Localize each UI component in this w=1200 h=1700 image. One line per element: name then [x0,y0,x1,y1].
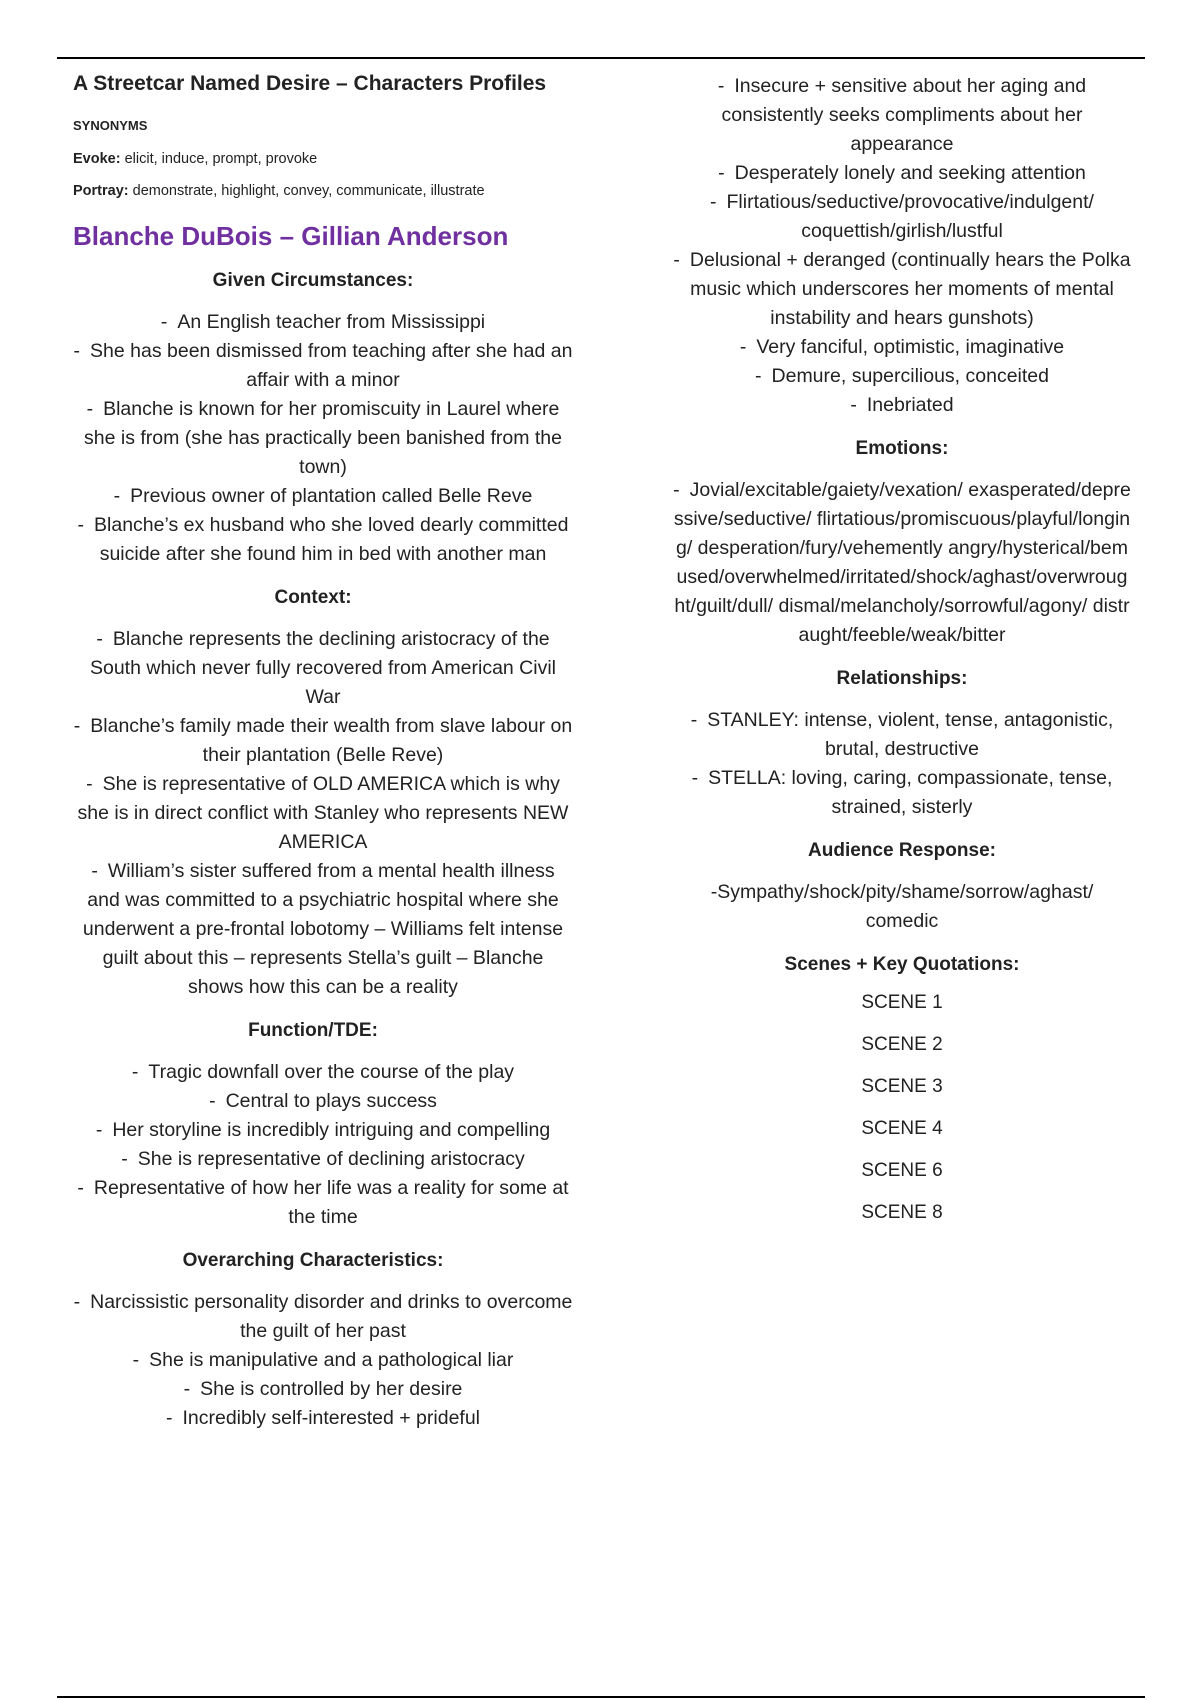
list-item: - An English teacher from Mississippi [73,308,573,337]
evoke-text: elicit, induce, prompt, provoke [120,151,318,167]
synonyms-heading: SYNONYMS [73,118,148,133]
left-column [73,72,573,1433]
list-item: - Incredibly self-interested + prideful [73,1404,573,1433]
list-item: - Representative of how her life was a reality for some at the time [73,1174,573,1232]
scenes-heading: Scenes + Key Quotations: [784,954,1020,975]
top-rule [57,57,1145,59]
list-item: - Delusional + deranged (continually hears the Polka music which underscores her moments of mental instability and hears gunshots) [672,246,1132,333]
list-item: - Blanche’s ex husband who she loved dearly committed suicide after she found him in bed with another man [73,511,573,569]
list-item: - She has been dismissed from teaching after she had an affair with a minor [73,337,573,395]
audience-response-heading: Audience Response: [808,840,996,861]
list-item: - Demure, supercilious, conceited [672,362,1132,391]
given-circumstances-heading: Given Circumstances: [212,270,414,291]
relationships-heading: Relationships: [836,668,968,689]
scene-label: SCENE 6 [861,1160,943,1181]
scene-label: SCENE 8 [861,1202,943,1223]
list-item: - Her storyline is incredibly intriguing and compelling [73,1116,573,1145]
emotions-heading: Emotions: [855,438,949,459]
list-item: - She is representative of OLD AMERICA which is why she is in direct conflict with Stanley who represents NEW AMERICA [73,770,573,857]
list-item: - Very fanciful, optimistic, imaginative [672,333,1132,362]
characteristics-list [73,1288,573,1433]
list-item: - Previous owner of plantation called Belle Reve [73,482,573,511]
scene-label: SCENE 4 [861,1118,943,1139]
scene-label: SCENE 1 [861,992,943,1013]
characteristics-continued-list [672,72,1132,420]
given-circumstances-list [73,308,573,569]
list-item: - She is controlled by her desire [73,1375,573,1404]
list-item: - Narcissistic personality disorder and drinks to overcome the guilt of her past [73,1288,573,1346]
right-column [672,72,1132,1244]
list-item: - She is representative of declining aristocracy [73,1145,573,1174]
document-title: A Streetcar Named Desire – Characters Profiles [73,72,547,95]
list-item: - Jovial/excitable/gaiety/vexation/ exasperated/depressive/seductive/ flirtatious/promiscuous/playful/longing/ desperation/fury/vehemently angry/hysterical/bemused/overwhelmed/irritated/shock/aghast/overwrought/guilt/dull/ dismal/melancholy/sorrowful/agony/ distraught/feeble/weak/bitter [672,476,1132,650]
list-item: - Blanche is known for her promiscuity in Laurel where she is from (she has practically been banished from the town) [73,395,573,482]
function-list [73,1058,573,1232]
list-item: - Flirtatious/seductive/provocative/indulgent/ coquettish/girlish/lustful [672,188,1132,246]
list-item: - STANLEY: intense, violent, tense, antagonistic, brutal, destructive [672,706,1132,764]
list-item: - Inebriated [672,391,1132,420]
list-item: - Central to plays success [73,1087,573,1116]
portray-label: Portray: [73,183,129,199]
relationships-list [672,706,1132,822]
list-item: - STELLA: loving, caring, compassionate, tense, strained, sisterly [672,764,1132,822]
list-item: - Blanche represents the declining aristocracy of the South which never fully recovered from American Civil War [73,625,573,712]
emotions-list [672,476,1132,650]
list-item: - She is manipulative and a pathological liar [73,1346,573,1375]
function-heading: Function/TDE: [248,1020,378,1041]
character-heading: Blanche DuBois – Gillian Anderson [73,221,509,251]
synonym-portray [73,183,573,199]
list-item: - Desperately lonely and seeking attention [672,159,1132,188]
audience-response-text: -Sympathy/shock/pity/shame/sorrow/aghast/ comedic [710,881,1094,932]
evoke-label: Evoke: [73,151,121,167]
characteristics-heading: Overarching Characteristics: [182,1250,444,1271]
list-item: - Blanche’s family made their wealth from slave labour on their plantation (Belle Reve) [73,712,573,770]
scene-label: SCENE 2 [861,1034,943,1055]
list-item: - William’s sister suffered from a mental health illness and was committed to a psychiatric hospital where she underwent a pre-frontal lobotomy – Williams felt intense guilt about this – represents Stella’s guilt – Blanche shows how this can be a reality [73,857,573,1002]
scene-label: SCENE 3 [861,1076,943,1097]
context-list [73,625,573,1002]
list-item: - Tragic downfall over the course of the play [73,1058,573,1087]
portray-text: demonstrate, highlight, convey, communicate, illustrate [128,183,485,199]
list-item: - Insecure + sensitive about her aging and consistently seeks compliments about her appearance [672,72,1132,159]
context-heading: Context: [274,587,352,608]
synonym-evoke [73,151,573,167]
bottom-rule [57,1696,1145,1698]
